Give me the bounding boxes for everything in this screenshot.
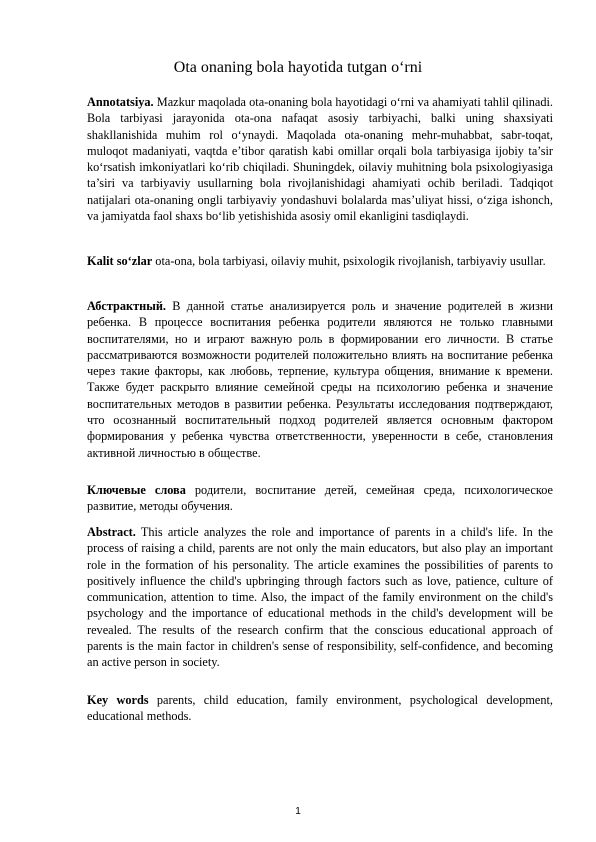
english-keywords bbox=[87, 692, 553, 725]
uzbek-abstract bbox=[87, 94, 553, 224]
page-number: 1 bbox=[295, 806, 301, 817]
uzbek-abstract-label: Annotatsiya. bbox=[87, 95, 154, 109]
russian-abstract bbox=[87, 298, 553, 461]
uzbek-keywords bbox=[87, 253, 553, 269]
english-keywords-label: Key words bbox=[87, 693, 149, 707]
russian-abstract-label: Абстрактный. bbox=[87, 299, 167, 313]
russian-keywords-label: Ключевые слова bbox=[87, 483, 186, 497]
russian-keywords bbox=[87, 482, 553, 515]
english-abstract bbox=[87, 524, 553, 671]
russian-keywords-text: родители, воспитание детей, семейная среда, психологическое развитие, методы обучения. bbox=[87, 483, 553, 514]
uzbek-abstract-text: Mazkur maqolada ota-onaning bola hayotidagi o‘rni va ahamiyati tahlil qilinadi. Bola tarbiyasi jarayonida ota-ona nafaqat asosiy tarbiyachi, balki uning shaxsiyati shakllanishida muhim rol o‘ynaydi. Maqolada ota-onaning mehr-muhabbat, sabr-toqat, muloqot madaniyati, vaqtda e’tibor qaratish kabi omillar orqali bola tarbiyasiga ijobiy ta’sir ko‘rsatish imkoniyatlari ko‘rib chiqiladi. Shuningdek, oilaviy muhitning bola psixologiyasiga ta’siri va tarbiyaviy usullarning bola rivojlanishidagi ahamiyati ochib beriladi. Tadqiqot natijalari ota-onaning ongli tarbiyaviy yondashuvi bolalarda mas’uliyat hissi, o‘ziga ishonch, va jamiyatda faol shaxs bo‘lib yetishishida asosiy omil ekanligini tasdiqlaydi. bbox=[87, 95, 553, 224]
uzbek-keywords-label: Kalit so‘zlar bbox=[87, 254, 153, 268]
english-abstract-text: This article analyzes the role and importance of parents in a child's life. In the process of raising a child, parents are not only the main educators, but also play an important role in the formation of his personality. The article examines the possibilities of parents to positively influence the child's upbringing through factors such as love, patience, culture of communication, attention to time. Also, the impact of the family environment on the child's psychology and the importance of educational methods in the child's development will be revealed. The results of the research confirm that the conscious educational approach of parents is the main factor in children's sense of responsibility, self-confidence, and becoming an active person in society. bbox=[87, 525, 553, 670]
english-abstract-label: Abstract. bbox=[87, 525, 136, 539]
uzbek-keywords-text: ota-ona, bola tarbiyasi, oilaviy muhit, psixologik rivojlanish, tarbiyaviy usullar. bbox=[152, 254, 546, 268]
english-keywords-text: parents, child education, family environment, psychological development, educational methods. bbox=[87, 693, 553, 724]
russian-abstract-text: В данной статье анализируется роль и значение родителей в жизни ребенка. В процессе воспитания ребенка родители являются не только главными воспитателями, но и играют важную роль в формировании его личности. В статье рассматриваются возможности родителей положительно влиять на воспитание ребенка через такие факторы, как любовь, терпение, культура общения, внимание к времени. Также будет раскрыто влияние семейной среды на психологию ребенка и значение воспитательных методов в развитии ребенка. Результаты исследования подтверждают, что осознанный воспитательный подход родителей является основным фактором формирования у ребенка чувства ответственности, уверенности в себе, становления активной личностью в обществе. bbox=[87, 299, 553, 460]
paper-title: Ota onaning bola hayotida tutgan o‘rni bbox=[173, 59, 423, 76]
